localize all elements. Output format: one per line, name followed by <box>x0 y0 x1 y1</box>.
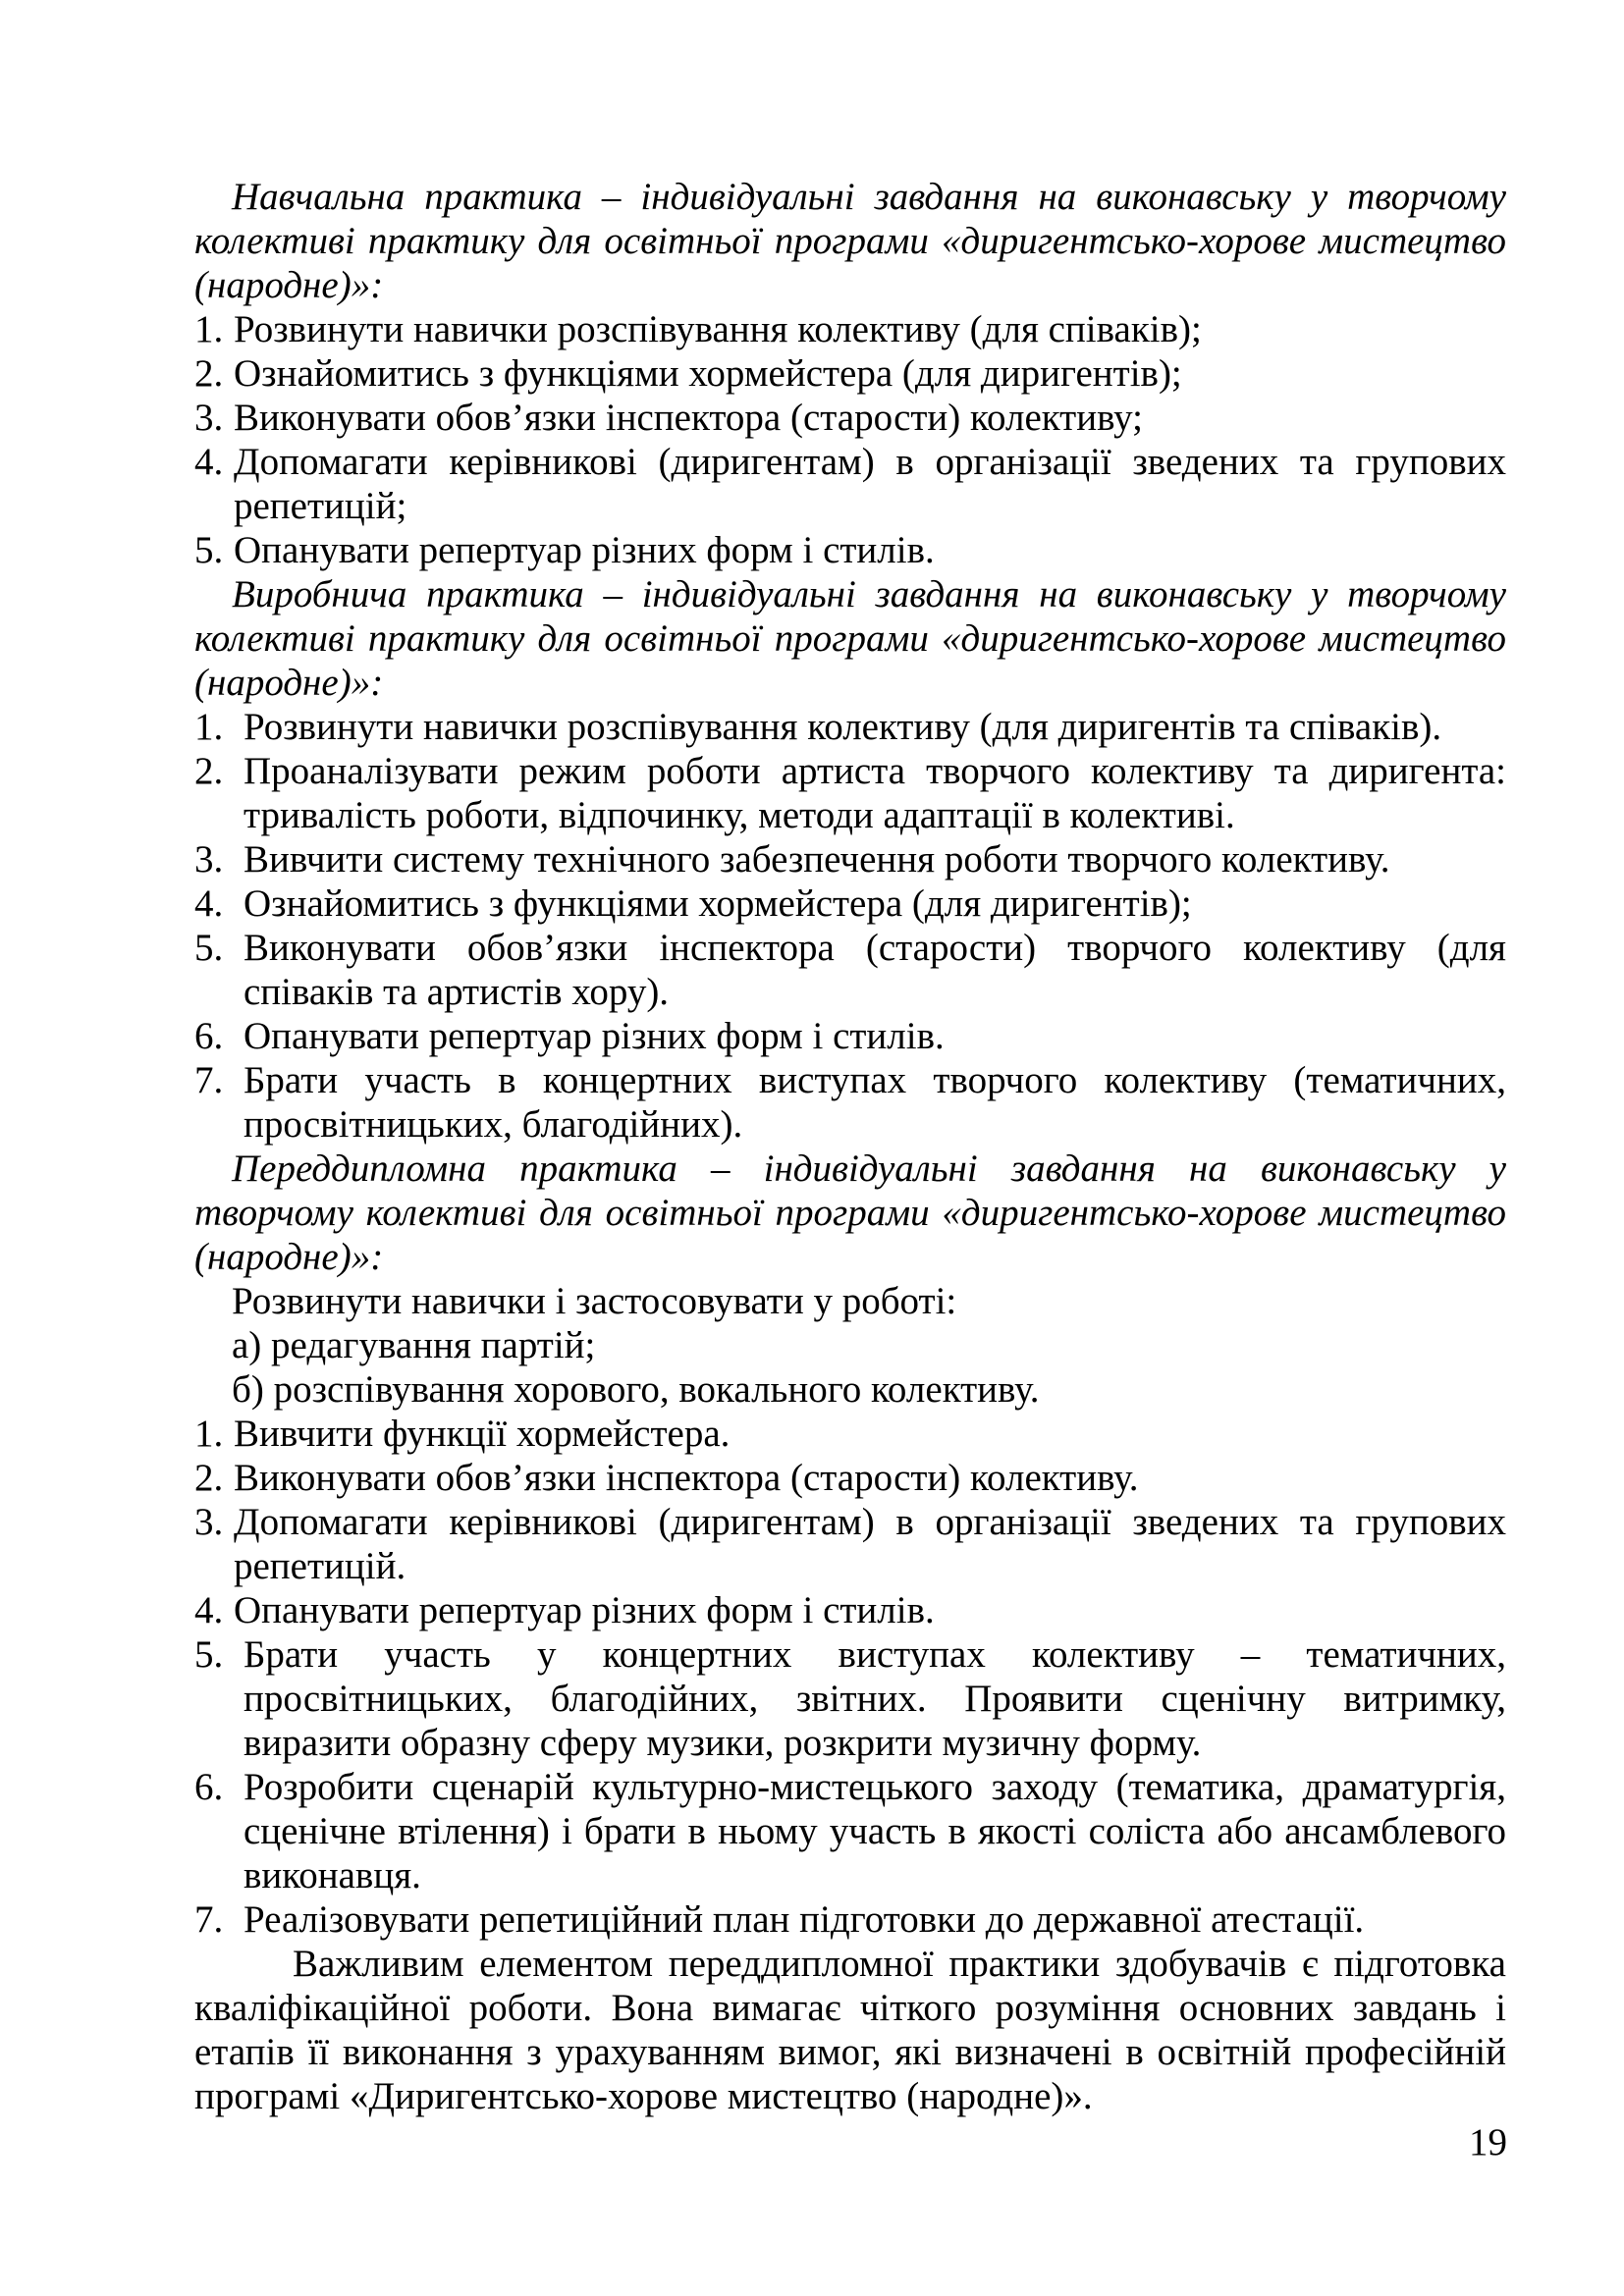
list-item <box>194 837 1506 881</box>
list-item-text: Реалізовувати репетиційний план підготовки до державної атестації. <box>244 1898 1365 1941</box>
list-item-number: 7. <box>194 1898 224 1941</box>
page-content <box>194 175 1506 2118</box>
list-item-text: Вивчити функції хормейстера. <box>234 1413 731 1455</box>
section-1-list <box>194 307 1506 572</box>
list-item <box>194 307 1506 351</box>
section-1-intro: Навчальна практика – індивідуальні завдання на виконавську у творчому колективі практику для освітньої програми «диригентсько-хорове мистецтво (народне)»: <box>194 176 1506 306</box>
list-item-number: 1. <box>194 706 224 748</box>
list-item-number: 2. <box>194 750 224 792</box>
list-item <box>194 1412 1506 1456</box>
list-item-text: Ознайомитись з функціями хормейстера (для диригентів); <box>244 882 1192 925</box>
list-item <box>194 881 1506 926</box>
list-item-text: Виконувати обов’язки інспектора (старости) творчого колективу (для співаків та артистів хору). <box>244 927 1506 1013</box>
list-item-number: 1. <box>194 308 224 350</box>
list-item-number: 6. <box>194 1015 224 1057</box>
list-item-text: Допомагати керівникові (диригентам) в організації зведених та групових репетицій. <box>234 1501 1506 1587</box>
list-item-number: 7. <box>194 1059 224 1101</box>
list-item-number: 5. <box>194 927 224 969</box>
list-item-text: Брати участь в концертних виступах творчого колективу (тематичних, просвітницьких, благодійних). <box>244 1059 1506 1146</box>
list-item-number: 4. <box>194 882 224 925</box>
list-item-number: 5. <box>194 1633 224 1676</box>
list-item-text: Виконувати обов’язки інспектора (старости) колективу; <box>234 397 1144 439</box>
list-item-text: Опанувати репертуар різних форм і стилів. <box>234 1589 935 1631</box>
list-item <box>194 1632 1506 1765</box>
list-item-number: 1. <box>194 1413 224 1455</box>
list-item <box>194 926 1506 1014</box>
list-item <box>194 705 1506 749</box>
list-item-text: Допомагати керівникові (диригентам) в організації зведених та групових репетицій; <box>234 441 1506 527</box>
list-item-number: 4. <box>194 1589 224 1631</box>
list-item <box>194 1897 1506 1942</box>
list-item-number: 4. <box>194 441 224 483</box>
list-item-number: 3. <box>194 838 224 881</box>
list-item-text: Опанувати репертуар різних форм і стилів. <box>234 529 935 571</box>
list-item-text: Опанувати репертуар різних форм і стилів. <box>244 1015 945 1057</box>
list-item <box>194 1014 1506 1058</box>
list-item-number: 3. <box>194 1501 224 1543</box>
list-item <box>194 1456 1506 1500</box>
list-item <box>194 396 1506 440</box>
list-item-text: Проаналізувати режим роботи артиста творчого колективу та диригента: тривалість роботи, відпочинку, методи адаптації в колективі. <box>244 750 1506 836</box>
section-2-intro: Виробнича практика – індивідуальні завдання на виконавську у творчому колективі практику для освітньої програми «диригентсько-хорове мистецтво (народне)»: <box>194 573 1506 704</box>
section-3-sub-item-b: б) розспівування хорового, вокального колективу. <box>232 1368 1040 1411</box>
closing-paragraph: Важливим елементом переддипломної практики здобувачів є підготовка кваліфікаційної роботи. Вона вимагає чіткого розуміння основних завдань і етапів її виконання з урахуванням вимог, які визначені в освітній професійній програмі «Диригентсько-хорове мистецтво (народне)». <box>194 1943 1506 2117</box>
list-item <box>194 440 1506 528</box>
list-item <box>194 351 1506 396</box>
list-item-text: Виконувати обов’язки інспектора (старости) колективу. <box>234 1457 1139 1499</box>
list-item <box>194 749 1506 837</box>
page-number: 19 <box>1469 2121 1507 2163</box>
section-3-list <box>194 1412 1506 1942</box>
list-item-text: Розвинути навички розспівування колективу (для співаків); <box>234 308 1202 350</box>
list-item-text: Вивчити систему технічного забезпечення роботи творчого колективу. <box>244 838 1390 881</box>
section-2-list <box>194 705 1506 1147</box>
list-item-number: 2. <box>194 1457 224 1499</box>
section-3-sub-item-a: а) редагування партій; <box>232 1324 596 1366</box>
list-item-text: Ознайомитись з функціями хормейстера (для диригентів); <box>234 352 1182 395</box>
list-item <box>194 1058 1506 1147</box>
list-item <box>194 1588 1506 1632</box>
list-item <box>194 1500 1506 1588</box>
section-3-intro: Переддипломна практика – індивідуальні завдання на виконавську у творчому колективі для освітньої програми «диригентсько-хорове мистецтво (народне)»: <box>194 1148 1506 1278</box>
list-item-number: 5. <box>194 529 224 571</box>
list-item <box>194 528 1506 572</box>
list-item-text: Розробити сценарій культурно-мистецького заходу (тематика, драматургія, сценічне втілення) і брати в ньому участь в якості соліста або ансамблевого виконавця. <box>244 1766 1506 1896</box>
list-item-number: 3. <box>194 397 224 439</box>
list-item-number: 6. <box>194 1766 224 1808</box>
list-item <box>194 1765 1506 1897</box>
list-item-text: Розвинути навички розспівування колективу (для диригентів та співаків). <box>244 706 1442 748</box>
list-item-text: Брати участь у концертних виступах колективу – тематичних, просвітницьких, благодійних, звітних. Проявити сценічну витримку, виразити образну сферу музики, розкрити музичну форму. <box>244 1633 1506 1764</box>
list-item-number: 2. <box>194 352 224 395</box>
section-3-lead: Розвинути навички і застосовувати у роботі: <box>232 1280 957 1322</box>
